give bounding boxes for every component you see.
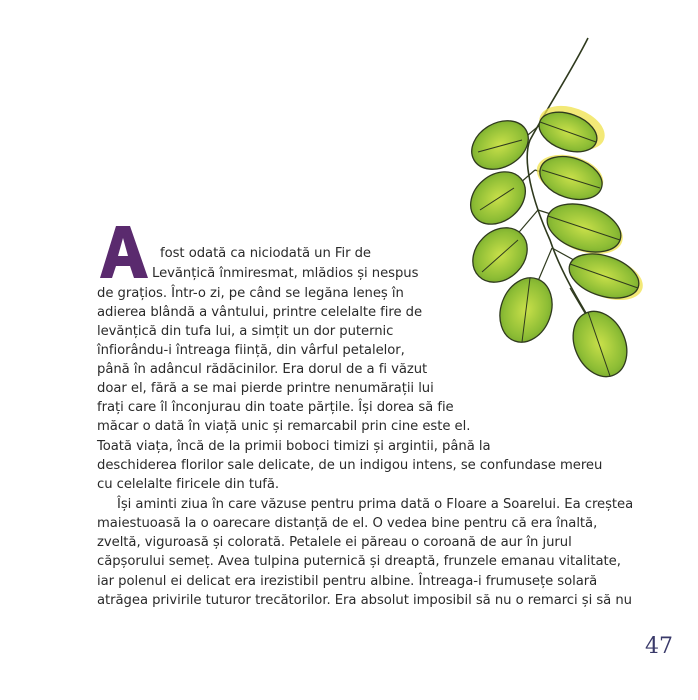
text-line: fost odată ca niciodată un Fir de xyxy=(160,246,371,261)
text-line: atrăgea privirile tuturor trecătorilor. Era absolut imposibil să nu o remarci și să nu xyxy=(97,593,632,608)
text-line: levănțică din tufa lui, a simțit un dor puternic xyxy=(97,324,394,339)
text-line: iar polenul ei delicat era irezistibil pentru albine. Întreaga-i frumusețe solară xyxy=(97,574,598,589)
text-line: măcar o dată în viață unic și remarcabil prin cine este el. xyxy=(97,419,471,434)
text-line: Își aminti ziua în care văzuse pentru prima dată o Floare a Soarelui. Ea creștea xyxy=(117,497,634,512)
text-line: de grațios. Într-o zi, pe când se legăna leneș în xyxy=(97,286,404,301)
text-line: adierea blândă a vântului, printre celelalte fire de xyxy=(97,305,423,320)
leaf xyxy=(563,303,637,386)
text-line: deschiderea florilor sale delicate, de un indigou intens, se confundase mereu xyxy=(97,458,603,473)
text-line: până în adâncul rădăcinilor. Era dorul de a fi văzut xyxy=(97,362,428,377)
page-number: 47 xyxy=(645,634,673,659)
text-line: Levănțică înmiresmat, mlădios și nespus xyxy=(152,266,419,281)
drop-cap-a xyxy=(96,222,152,282)
text-line: maiestuoasă la o oarecare distanță de el. O vedea bine pentru că era înaltă, xyxy=(97,516,598,531)
text-line: doar el, fără a se mai pierde printre nenumărații lui xyxy=(97,381,434,396)
drop-cap-letter: A xyxy=(124,262,125,263)
text-line: frați care îl înconjurau din toate părțile. Își dorea să fie xyxy=(97,400,454,415)
text-line: cu celelalte firicele din tufă. xyxy=(97,477,280,492)
text-line: zveltă, viguroasă și colorată. Petalele ei păreau o coroană de aur în jurul xyxy=(97,535,572,550)
leaf xyxy=(463,111,537,179)
text-line: înfiorându-i întreaga ființă, din vârful petalelor, xyxy=(97,343,405,358)
text-line: căpșorului semeț. Avea tulpina puternică și dreaptă, frunzele emanau vitalitate, xyxy=(97,554,621,569)
text-line: Toată viața, încă de la primii boboci timizi și argintii, până la xyxy=(97,439,491,454)
leaf xyxy=(534,149,607,207)
leaf-branch-illustration xyxy=(460,30,660,400)
